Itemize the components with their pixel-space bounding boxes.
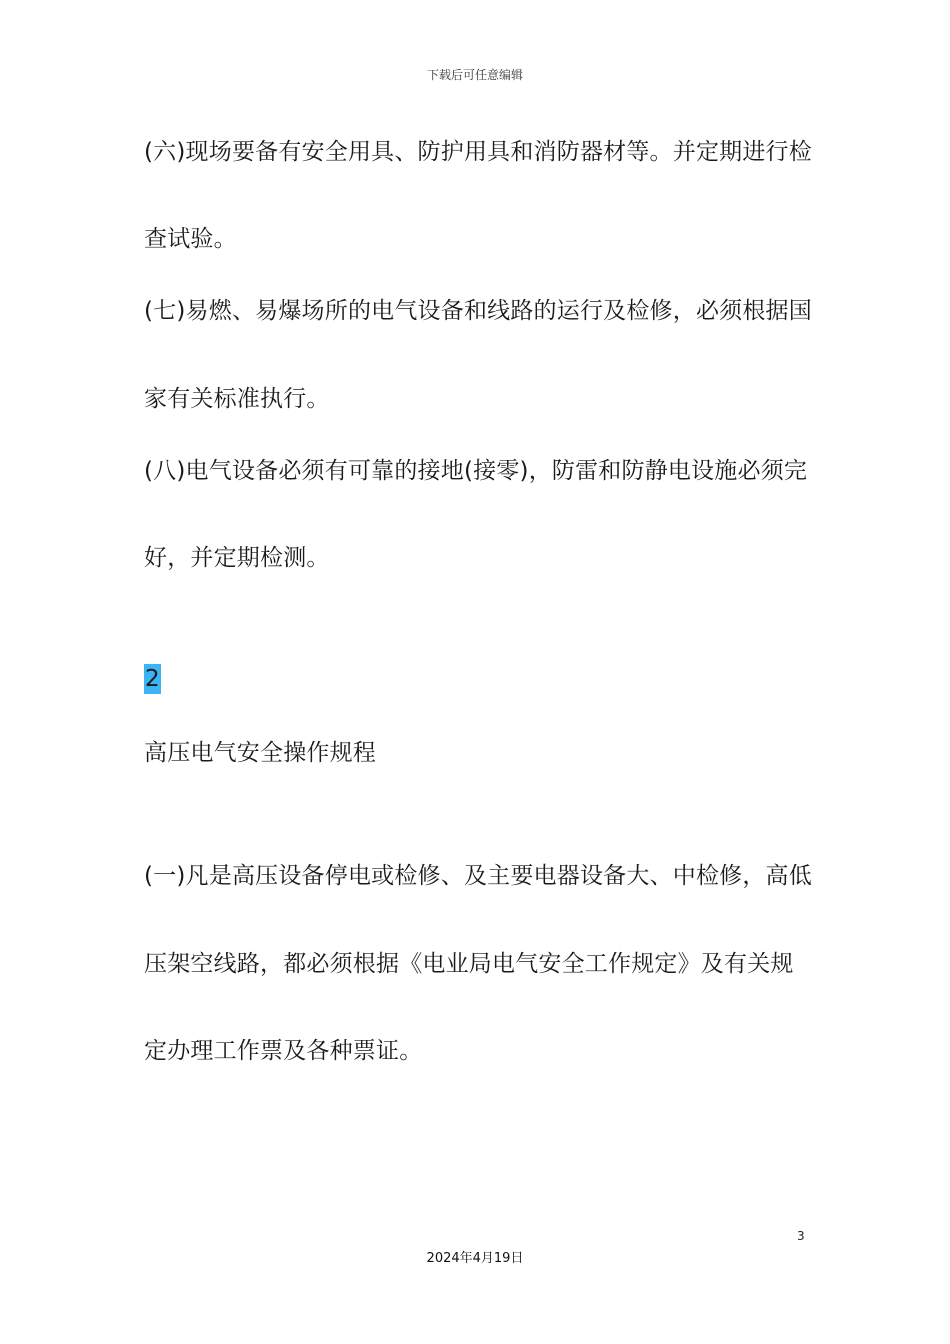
paragraph-item-7-line-2: 家有关标准执行。 xyxy=(144,386,330,412)
paragraph-item-7-line-1: (七)易燃、易爆场所的电气设备和线路的运行及检修，必须根据国 xyxy=(144,298,812,324)
page-number: 3 xyxy=(797,1229,805,1243)
paragraph-item-6-line-2: 查试验。 xyxy=(144,226,237,252)
paragraph-item-8-line-1: (八)电气设备必须有可靠的接地(接零)，防雷和防静电设施必须完 xyxy=(144,458,808,484)
paragraph-item-1-line-3: 定办理工作票及各种票证。 xyxy=(144,1038,423,1064)
paragraph-item-8-line-2: 好，并定期检测。 xyxy=(144,545,330,571)
paragraph-item-6-line-1: (六)现场要备有安全用具、防护用具和消防器材等。并定期进行检 xyxy=(144,139,812,165)
header-note: 下载后可任意编辑 xyxy=(426,68,523,82)
section-number: 2 xyxy=(145,666,160,692)
paragraph-item-1-line-2: 压架空线路，都必须根据《电业局电气安全工作规定》及有关规 xyxy=(144,951,794,977)
footer-date: 2024年4月19日 xyxy=(426,1251,524,1266)
section-title: 高压电气安全操作规程 xyxy=(144,740,376,766)
paragraph-item-1-line-1: (一)凡是高压设备停电或检修、及主要电器设备大、中检修，高低 xyxy=(144,863,812,889)
